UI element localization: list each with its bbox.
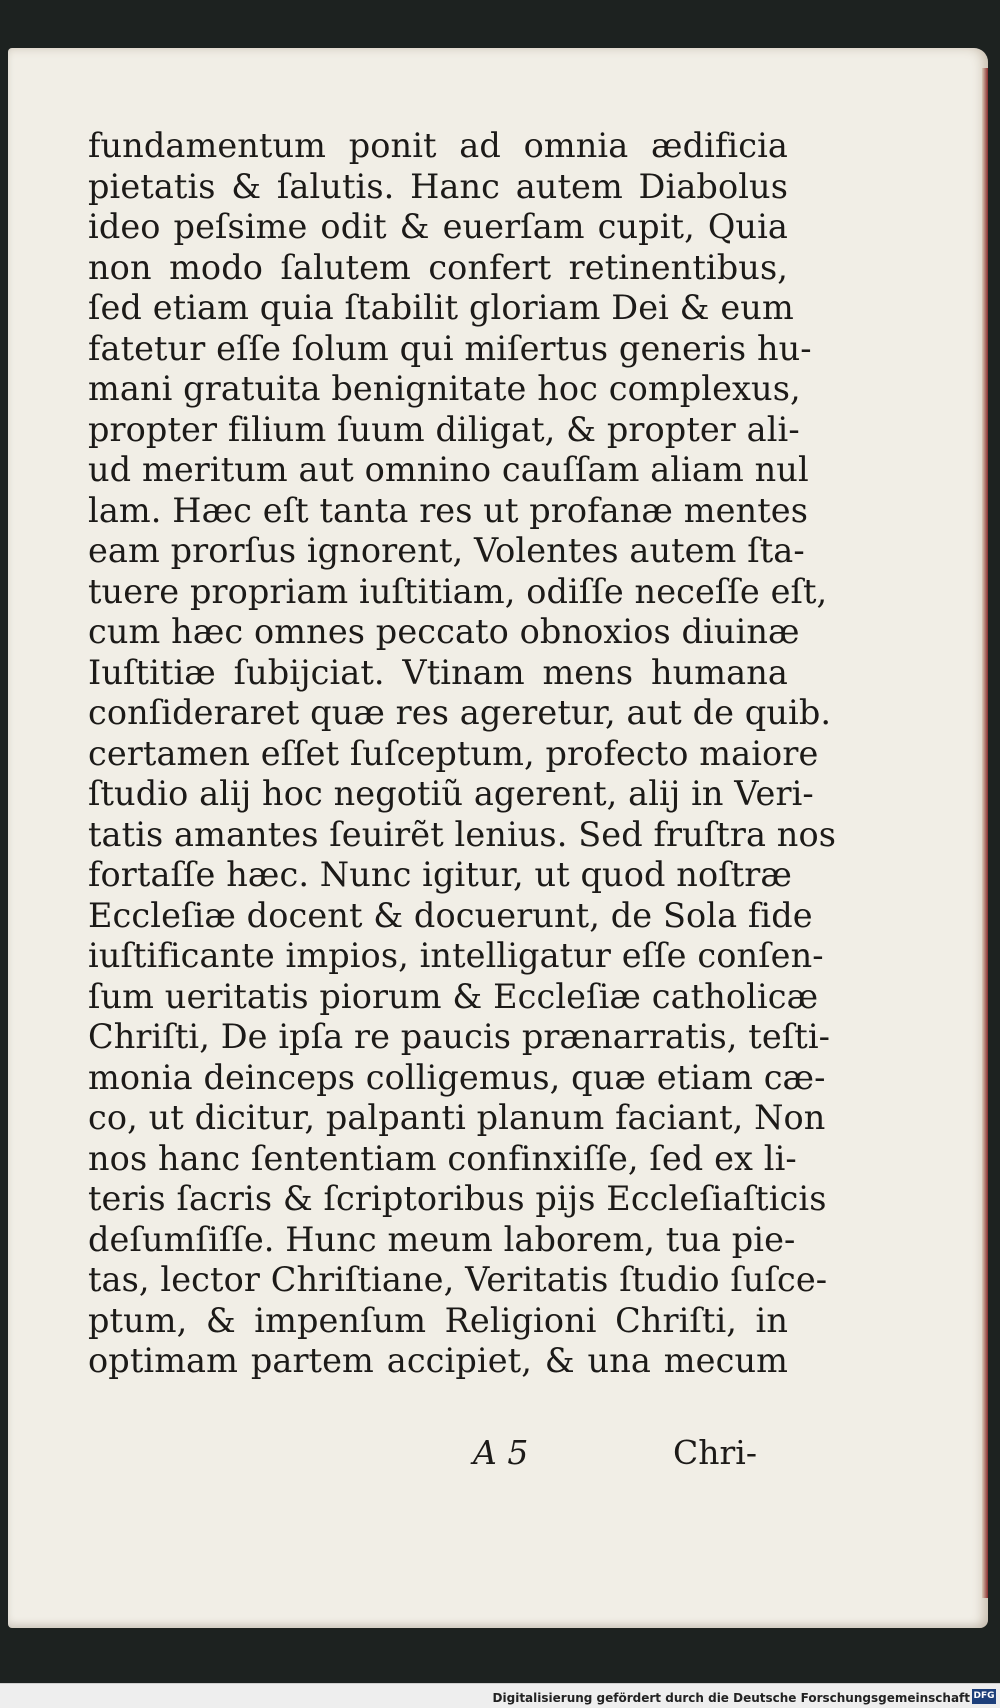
text-line: Chriſti, De ipſa re paucis prænarratis, teſti- (88, 1017, 831, 1056)
text-line: ptum, & impenſum Religioni Chriſti, in (88, 1300, 788, 1340)
catchword: Chri- (673, 1433, 757, 1472)
text-line: fortaſſe hæc. Nunc igitur, ut quod noſtræ (88, 855, 793, 894)
text-line: co, ut dicitur, palpanti planum faciant, Non (88, 1098, 826, 1137)
text-line: pietatis & ſalutis. Hanc autem Diabolus (88, 166, 788, 206)
text-line: ideo peſsime odit & euerſam cupit, Quia (88, 207, 788, 246)
text-line: monia deinceps colligemus, quæ etiam cæ- (88, 1057, 826, 1097)
text-line: deſumſiſſe. Hunc meum laborem, tua pie- (88, 1219, 796, 1259)
text-line: fundamentum ponit ad omnia ædificia (88, 126, 788, 165)
text-line: eam prorſus ignorent, Volentes autem ſta- (88, 531, 805, 570)
text-line: mani gratuita benignitate hoc complexus, (88, 369, 801, 408)
text-line: certamen eſſet ſuſceptum, profecto maiore (88, 733, 819, 773)
text-line: non modo ſalutem confert retinentibus, (88, 247, 788, 287)
text-line: tuere propriam iuſtitiam, odiſſe neceſſe eſt, (88, 571, 828, 611)
dfg-logo-icon: DFG (972, 1689, 996, 1704)
footer-credit: Digitalisierung gefördert durch die Deutsche Forschungsgemeinschaft (492, 1691, 970, 1705)
text-line: Iuſtitiæ ſubijciat. Vtinam mens humana (88, 652, 788, 692)
text-line: optimam partem accipiet, & una mecum (88, 1341, 788, 1380)
text-line: teris ſacris & ſcriptoribus pijs Eccleſiaſticis (88, 1179, 827, 1218)
text-line: ud meritum aut omnino cauſſam aliam nul (88, 450, 809, 489)
text-line: Eccleſiæ docent & docuerunt, de Sola fide (88, 895, 813, 935)
book-page (8, 48, 988, 1628)
text-line: tatis amantes ſeuirẽt lenius. Sed fruſtra nos (88, 814, 837, 854)
text-line: iuſtificante impios, intelligatur eſſe conſen- (88, 936, 824, 975)
text-line: fatetur eſſe ſolum qui miſertus generis hu- (88, 328, 812, 368)
text-line: ſtudio alij hoc negotiũ agerent, alij in Veri- (88, 774, 814, 813)
text-line: ſed etiam quia ſtabilit gloriam Dei & eum (88, 288, 794, 327)
text-block (88, 126, 837, 1382)
text-line: conſideraret quæ res ageretur, aut de quib. (88, 693, 832, 732)
text-line: propter filium ſuum diligat, & propter ali- (88, 409, 800, 449)
text-line: nos hanc ſententiam confinxiſſe, ſed ex li- (88, 1138, 797, 1178)
text-line: lam. Hæc eſt tanta res ut profanæ mentes (88, 490, 809, 530)
digitization-footer (0, 1683, 1000, 1708)
page-edge (982, 68, 988, 1598)
text-line: tas, lector Chriſtiane, Veritatis ſtudio ſuſce- (88, 1260, 828, 1299)
signature-mark: A 5 (473, 1433, 529, 1472)
text-line: cum hæc omnes peccato obnoxios diuinæ (88, 612, 800, 651)
text-line: ſum ueritatis piorum & Eccleſiæ catholicæ (88, 976, 819, 1016)
